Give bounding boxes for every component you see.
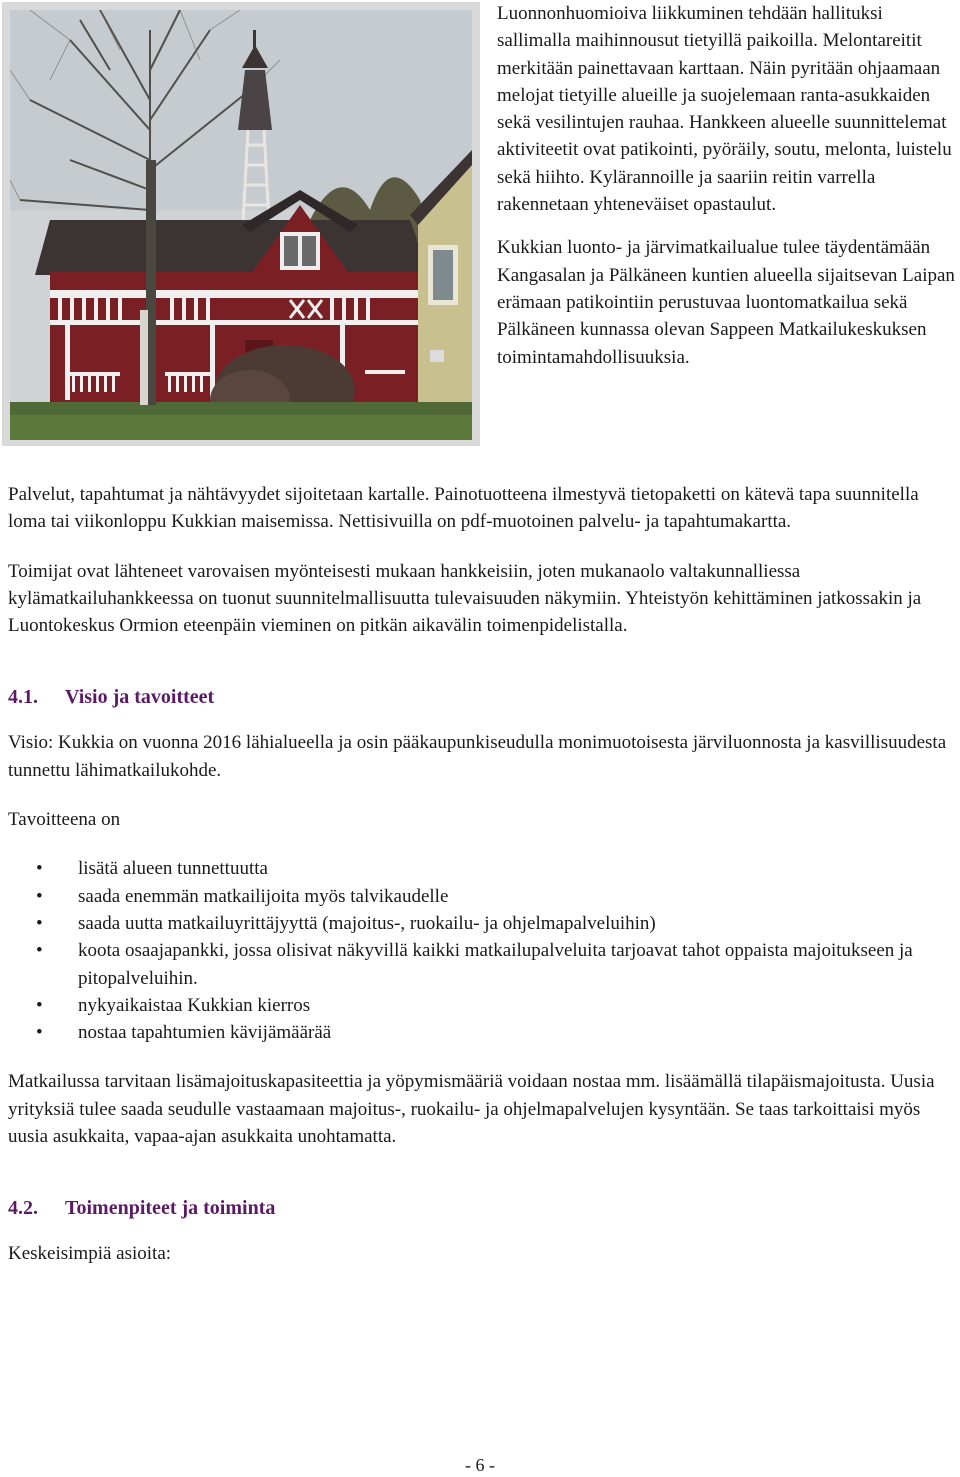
section-heading-4-1 [8, 683, 953, 711]
section-title: Visio ja tavoitteet [65, 686, 215, 709]
goals-list [8, 855, 953, 1046]
list-item [8, 992, 953, 1019]
section-title: Toimenpiteet ja toiminta [65, 1197, 276, 1220]
paragraph-actors: Toimijat ovat lähteneet varovaisen myönteisesti mukaan hankkeisiin, joten mukanaolo valtakunnalliessa kylämatkailuhankkeessa on tuonut suunnitelmallisuutta tulevaisuuden näkymiin. Yhteistyön kehittäminen jatkossakin ja Luontokeskus Ormion eteenpäin vieminen on pitkän aikavälin toimenpidelistalla. [8, 560, 922, 637]
photo-frame [2, 2, 480, 446]
section-heading-4-2 [8, 1194, 953, 1222]
side-text-column [497, 0, 959, 371]
list-item [8, 910, 953, 937]
page-number: - 6 - [465, 1455, 495, 1475]
list-item [8, 855, 953, 882]
main-text-column [8, 481, 953, 1268]
side-paragraph-activities: Luonnonhuomioiva liikkuminen tehdään hallituksi sallimalla maihinnousut tietyillä paikoilla. Melontareitit merkitään painettavaan karttaan. Näin pyritään ohjaamaan melojat tietyille alueille ja suojelemaan ranta-asukkaiden sekä vesilintujen rauhaa. Hankkeen alueelle suunnittelemat aktiviteetit ovat patikointi, pyöräily, soutu, melonta, luistelu sekä hiihto. Kylärannoille ja saariin reitin varrella rakennetaan yhteneväiset opastaulut. [497, 3, 952, 216]
bullet-icon: • [36, 912, 43, 934]
bullet-icon: • [36, 858, 43, 880]
paragraph-key-items: Keskeisimpiä asioita: [8, 1243, 172, 1265]
list-item-text: saada uutta matkailuyrittäjyyttä (majoitus-, ruokailu- ja ohjelmapalveluihin) [78, 912, 656, 934]
side-paragraph-kukkia: Kukkian luonto- ja järvimatkailualue tulee täydentämään Kangasalan ja Pälkäneen kuntien alueella sijaitsevan Laipan erämaan patikointiin perustuvaa luontomatkailua sekä Pälkäneen kunnassa olevan Sappeen Matkailukeskuksen toimintamahdollisuuksia. [497, 237, 955, 368]
paragraph-closing: Matkailussa tarvitaan lisämajoituskapasiteettia ja yöpymismääriä voidaan nostaa mm. lisäämällä tilapäismajoitusta. Uusia yrityksiä tulee saada seudulle vastaamaan majoitus-, ruokailu- ja ohjelmapalvelujen kysyntään. Se taas tarkoittaisi myös uusia asukkaita, vapaa-ajan asukkaita unohtamatta. [8, 1071, 935, 1148]
bullet-icon: • [36, 940, 43, 962]
list-item [8, 937, 953, 992]
section-number: 4.2. [8, 1197, 38, 1220]
list-item [8, 883, 953, 910]
bullet-icon: • [36, 994, 43, 1016]
bullet-icon: • [36, 1022, 43, 1044]
list-item-text: lisätä alueen tunnettuutta [78, 858, 268, 880]
villa-photo [10, 10, 472, 440]
list-item-text: nostaa tapahtumien kävijämäärää [78, 1022, 332, 1044]
section-number: 4.1. [8, 686, 38, 709]
list-item-text: koota osaajapankki, jossa olisivat näkyvillä kaikki matkailupalveluita tarjoavat tahot oppaista majoitukseen ja pitopalveluihin. [78, 940, 913, 989]
bullet-icon: • [36, 885, 43, 907]
goals-intro: Tavoitteena on [8, 809, 121, 831]
paragraph-vision: Visio: Kukkia on vuonna 2016 lähialueella ja osin pääkaupunkiseudulla monimuotoisesta järviluonnosta ja kasvillisuudesta tunnettu lähimatkailukohde. [8, 732, 947, 781]
list-item [8, 1019, 953, 1046]
paragraph-services: Palvelut, tapahtumat ja nähtävyydet sijoitetaan kartalle. Painotuotteena ilmestyvä tietopaketti on kätevä tapa suunnitella loma tai viikonloppu Kukkian maisemissa. Nettisivuilla on pdf-muotoinen palvelu- ja tapahtumakartta. [8, 484, 919, 533]
list-item-text: saada enemmän matkailijoita myös talvikaudelle [78, 885, 449, 907]
list-item-text: nykyaikaistaa Kukkian kierros [78, 994, 311, 1016]
